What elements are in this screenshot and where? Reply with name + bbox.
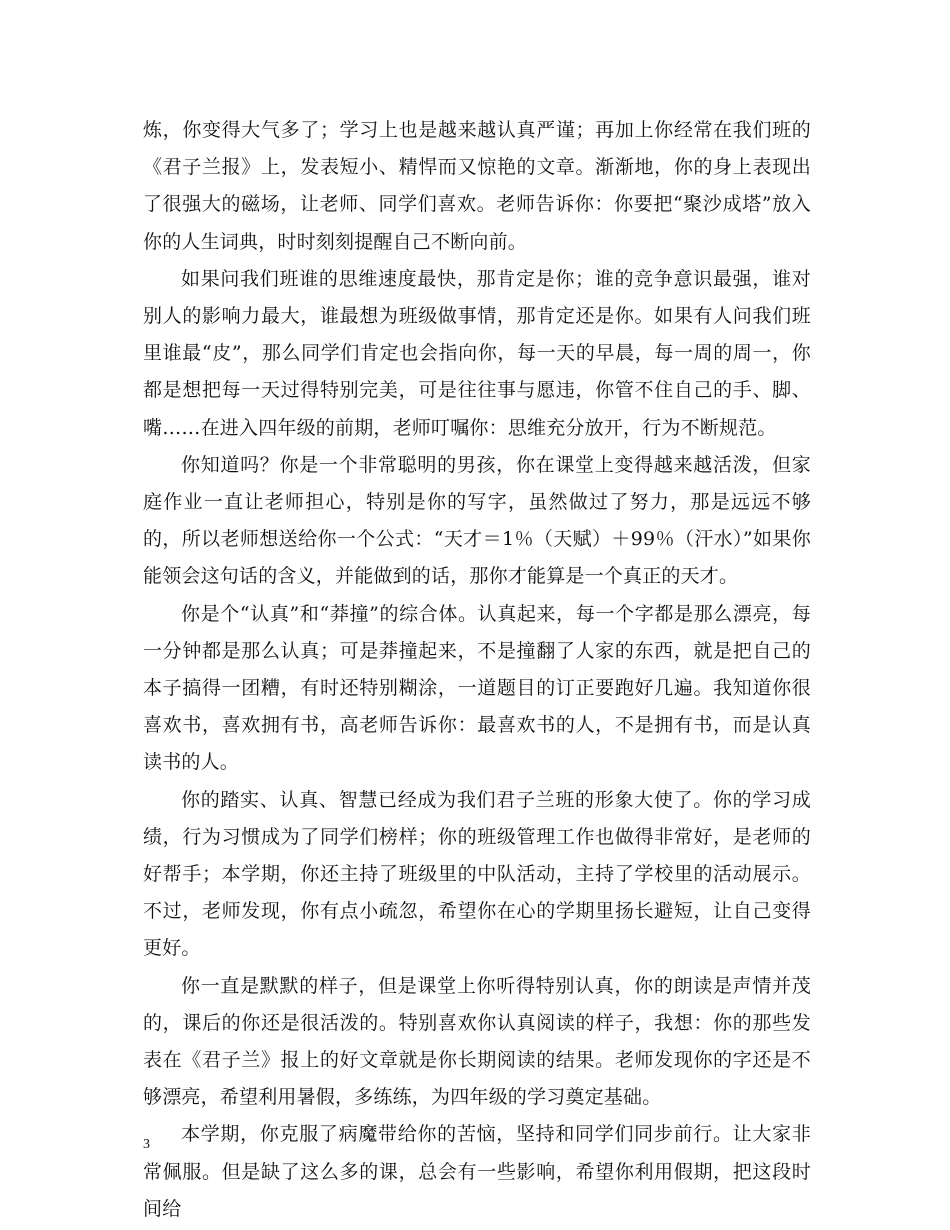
paragraph-5: 你的踏实、认真、智慧已经成为我们君子兰班的形象大使了。你的学习成绩，行为习惯成为了同学们榜样；你的班级管理工作也做得非常好，是老师的好帮手；本学期，你还主持了班级里的中队活动，主持了学校里的活动展示。不过，老师发现，你有点小疏忽，希望你在心的学期里扬长避短，让自己变得更好。 (143, 788, 811, 960)
paragraph-2: 如果问我们班谁的思维速度最快，那肯定是你；谁的竞争意识最强，谁对别人的影响力最大，谁最想为班级做事情，那肯定还是你。如果有人问我们班里谁最“皮”，那么同学们肯定也会指向你，每一天的早晨，每一周的周一，你都是想把每一天过得特别完美，可是往往事与愿违，你管不住自己的手、脚、嘴……在进入四年级的前期，老师叮嘱你：思维充分放开，行为不断规范。 (143, 267, 811, 439)
paragraph-7: 本学期，你克服了病魔带给你的苦恼，坚持和同学们同步前行。让大家非常佩服。但是缺了这么多的课，总会有一些影响，希望你利用假期，把这段时间给 (143, 1123, 811, 1220)
paragraph-6: 你一直是默默的样子，但是课堂上你听得特别认真，你的朗读是声情并茂的，课后的你还是很活泼的。特别喜欢你认真阅读的样子，我想：你的那些发表在《君子兰》报上的好文章就是你长期阅读的结果。老师发现你的字还是不够漂亮，希望利用暑假，多练练，为四年级的学习奠定基础。 (143, 974, 811, 1109)
document-body (143, 112, 811, 1228)
paragraph-4: 你是个“认真”和“莽撞”的综合体。认真起来，每一个字都是那么漂亮，每一分钟都是那么认真；可是莽撞起来，不是撞翻了人家的东西，就是把自己的本子搞得一团糟，有时还特别糊涂，一道题目的订正要跑好几遍。我知道你很喜欢书，喜欢拥有书，高老师告诉你：最喜欢书的人，不是拥有书，而是认真读书的人。 (143, 602, 811, 774)
page-number: 3 (143, 1137, 150, 1152)
paragraph-1: 炼，你变得大气多了；学习上也是越来越认真严谨；再加上你经常在我们班的《君子兰报》上，发表短小、精悍而又惊艳的文章。渐渐地，你的身上表现出了很强大的磁场，让老师、同学们喜欢。老师告诉你：你要把“聚沙成塔”放入你的人生词典，时时刻刻提醒自己不断向前。 (143, 119, 811, 253)
paragraph-3: 你知道吗？你是一个非常聪明的男孩，你在课堂上变得越来越活泼，但家庭作业一直让老师担心，特别是你的写字，虽然做过了努力，那是远远不够的，所以老师想送给你一个公式：“天才＝1％（天赋）＋99％（汗水）”如果你能领会这句话的含义，并能做到的话，那你才能算是一个真正的天才。 (143, 453, 811, 588)
